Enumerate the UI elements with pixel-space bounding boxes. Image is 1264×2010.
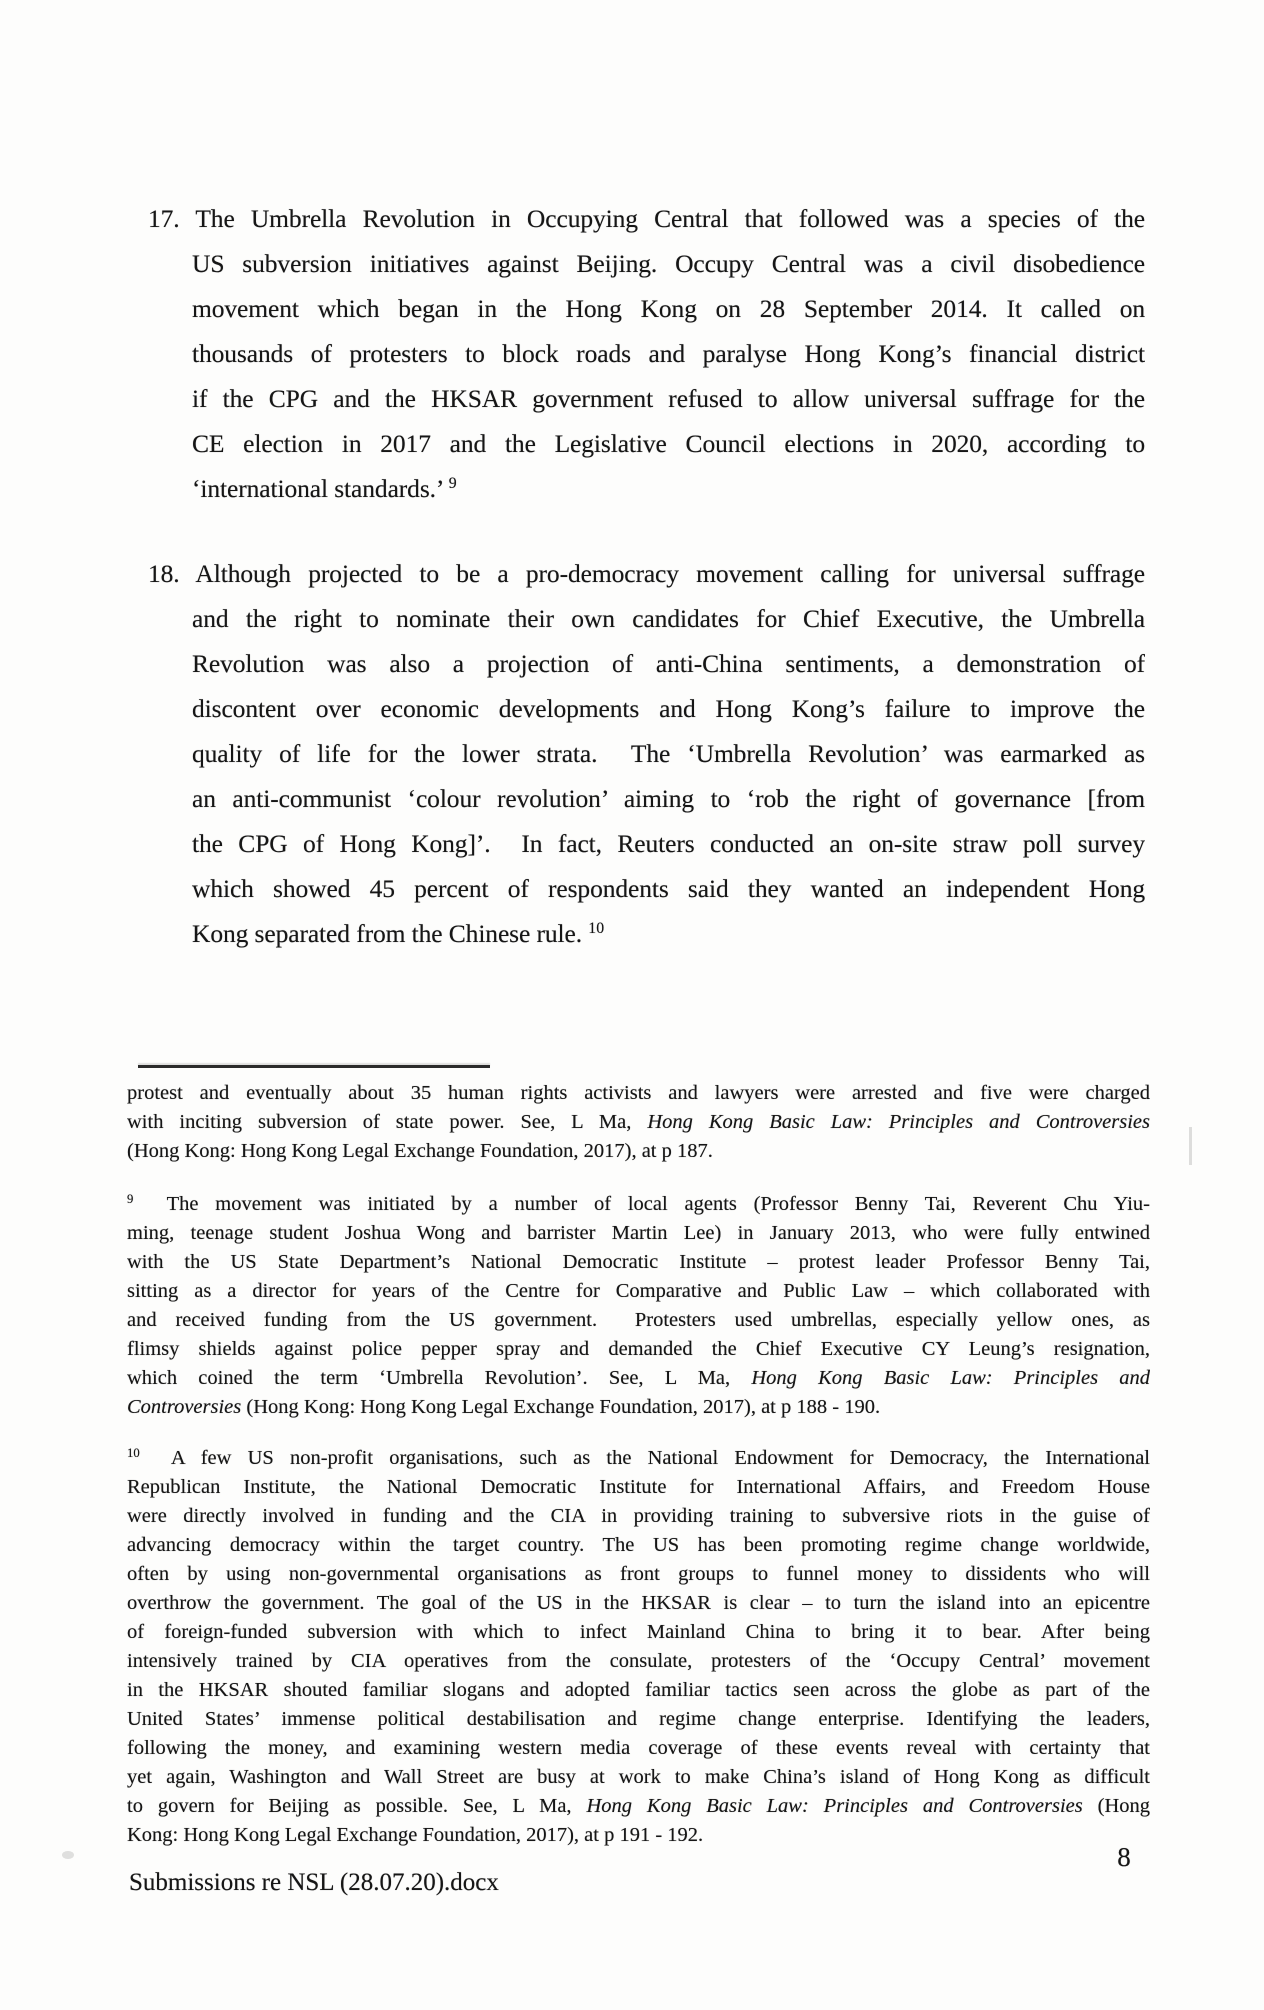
footer-filename: Submissions re NSL (28.07.20).docx [129, 1869, 499, 1896]
text-line: $^9$ The movement was initiated by a number of local agents (Professor Benny Tai, Reverent Chu Yiu- [127, 1192, 1150, 1215]
text-line: ming, teenage student Joshua Wong and barrister Martin Lee) in January 2013, who were fully entwined [127, 1222, 1150, 1244]
text-line: quality of life for the lower strata. The ‘Umbrella Revolution’ was earmarked as [192, 739, 1145, 768]
text-line: Controversies (Hong Kong: Hong Kong Legal Exchange Foundation, 2017), at p 188 - 190. [127, 1396, 881, 1418]
footnote-separator-rule [138, 1065, 490, 1068]
text-line: often by using non-governmental organisations as front groups to funnel money to dissidents who will [127, 1563, 1150, 1585]
paragraph-18 [148, 551, 1145, 956]
text-line: with inciting subversion of state power. See, L Ma, Hong Kong Basic Law: Principles and Controversies [127, 1111, 1150, 1133]
text-line: protest and eventually about 35 human rights activists and lawyers were arrested and five were charged [127, 1082, 1150, 1104]
text-line: yet again, Washington and Wall Street are busy at work to make China’s island of Hong Kong as difficult [127, 1766, 1150, 1788]
footnote-10 [127, 1444, 1150, 1850]
text-line: discontent over economic developments and Hong Kong’s failure to improve the [192, 694, 1145, 723]
text-line: and received funding from the US government. Protesters used umbrellas, especially yellow ones, as [127, 1309, 1150, 1331]
text-line: Kong separated from the Chinese rule. $^{10}$ [192, 919, 605, 948]
text-line: in the HKSAR shouted familiar slogans and adopted familiar tactics seen across the globe as part of the [127, 1679, 1150, 1701]
text-line: which coined the term ‘Umbrella Revolution’. See, L Ma, Hong Kong Basic Law: Principles and [127, 1367, 1150, 1389]
text-line: Kong: Hong Kong Legal Exchange Foundation, 2017), at p 191 - 192. [127, 1824, 704, 1846]
paragraph-17 [148, 196, 1145, 511]
text-line: 18. Although projected to be a pro-democracy movement calling for universal suffrage [148, 559, 1145, 588]
page-number: 8 [1117, 1842, 1131, 1872]
text-line: which showed 45 percent of respondents said they wanted an independent Hong [192, 874, 1145, 903]
text-line: movement which began in the Hong Kong on 28 September 2014. It called on [192, 294, 1145, 323]
scan-artifact [1189, 1127, 1192, 1165]
footnote-9 [127, 1190, 1150, 1422]
text-line: intensively trained by CIA operatives from the consulate, protesters of the ‘Occupy Central’ movement [127, 1650, 1150, 1672]
text-line: Republican Institute, the National Democratic Institute for International Affairs, and Freedom House [127, 1476, 1150, 1498]
text-line: advancing democracy within the target country. The US has been promoting regime change worldwide, [127, 1534, 1150, 1556]
text-line: US subversion initiatives against Beijing. Occupy Central was a civil disobedience [192, 249, 1145, 278]
text-line: thousands of protesters to block roads and paralyse Hong Kong’s financial district [192, 339, 1145, 368]
text-line: overthrow the government. The goal of the US in the HKSAR is clear – to turn the island into an epicentre [127, 1592, 1150, 1614]
text-line: with the US State Department’s National Democratic Institute – protest leader Professor Benny Tai, [127, 1251, 1150, 1273]
text-line: flimsy shields against police pepper spray and demanded the Chief Executive CY Leung’s resignation, [127, 1338, 1150, 1360]
text-line: (Hong Kong: Hong Kong Legal Exchange Foundation, 2017), at p 187. [127, 1140, 713, 1162]
footnote-continuation [127, 1079, 1150, 1166]
text-line: ‘international standards.’ $^9$ [192, 474, 457, 503]
text-line: the CPG of Hong Kong]’. In fact, Reuters conducted an on-site straw poll survey [192, 829, 1145, 858]
text-line: United States’ immense political destabilisation and regime change enterprise. Identifying the leaders, [127, 1708, 1150, 1730]
text-line: CE election in 2017 and the Legislative Council elections in 2020, according to [192, 429, 1145, 458]
text-line: sitting as a director for years of the Centre for Comparative and Public Law – which collaborated with [127, 1280, 1150, 1302]
text-line: $^{10}$ A few US non-profit organisations, such as the National Endowment for Democracy, the International [127, 1446, 1150, 1469]
text-line: 17. The Umbrella Revolution in Occupying Central that followed was a species of the [148, 204, 1145, 233]
text-line: Revolution was also a projection of anti-China sentiments, a demonstration of [192, 649, 1145, 678]
text-line: to govern for Beijing as possible. See, L Ma, Hong Kong Basic Law: Principles and Controversies (Hong [127, 1795, 1150, 1817]
scan-artifact [62, 1851, 74, 1859]
text-line: of foreign-funded subversion with which to infect Mainland China to bring it to bear. After being [127, 1621, 1150, 1643]
text-line: were directly involved in funding and the CIA in providing training to subversive riots in the guise of [127, 1505, 1150, 1527]
text-line: following the money, and examining western media coverage of these events reveal with certainty that [127, 1737, 1150, 1759]
text-line: an anti-communist ‘colour revolution’ aiming to ‘rob the right of governance [from [192, 784, 1145, 813]
text-line: if the CPG and the HKSAR government refused to allow universal suffrage for the [192, 384, 1145, 413]
text-line: and the right to nominate their own candidates for Chief Executive, the Umbrella [192, 604, 1145, 633]
